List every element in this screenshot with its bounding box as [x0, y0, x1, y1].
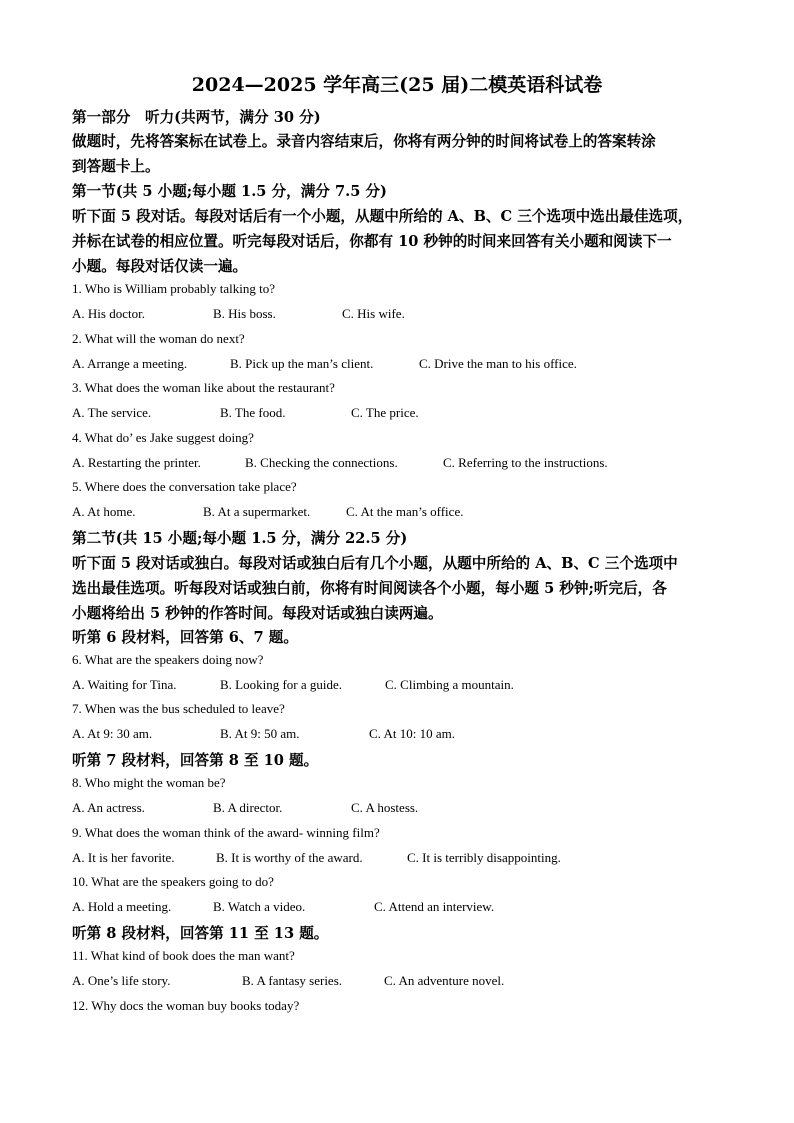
question-3: 3. What does the woman like about the restaurant? [72, 380, 335, 395]
question-10-option-a: A. Hold a meeting. [72, 899, 172, 914]
material-7-heading: 听第 7 段材料，回答第 8 至 10 题。 [72, 752, 319, 769]
part1-heading: 第一部分 听力(共两节，满分 30 分) [72, 109, 321, 126]
question-1: 1. Who is William probably talking to? [72, 281, 275, 296]
section2-instructions-line1: 听下面 5 段对话或独白。每段对话或独白后有几个小题，从题中所给的 A、B、C 三个选项中 [72, 555, 678, 572]
material-6-heading: 听第 6 段材料，回答第 6、7 题。 [72, 629, 298, 646]
question-3-option-b: B. The food. [220, 405, 286, 420]
question-7-option-b: B. At 9: 50 am. [220, 726, 300, 741]
section2-heading: 第二节(共 15 小题;每小题 1.5 分，满分 22.5 分) [72, 530, 408, 547]
question-6-option-a: A. Waiting for Tina. [72, 677, 177, 692]
question-11-option-a: A. One’s life story. [72, 973, 171, 988]
question-7: 7. When was the bus scheduled to leave? [72, 701, 285, 716]
question-4-option-a: A. Restarting the printer. [72, 455, 201, 470]
question-6-option-c: C. Climbing a mountain. [385, 677, 514, 692]
question-3-option-a: A. The service. [72, 405, 152, 420]
question-1-option-b: B. His boss. [213, 306, 276, 321]
question-1-option-c: C. His wife. [342, 306, 405, 321]
material-8-heading: 听第 8 段材料，回答第 11 至 13 题。 [72, 925, 329, 942]
section1-instructions-line2: 并标在试卷的相应位置。听完每段对话后，你都有 10 秒钟的时间来回答有关小题和阅读下一 [72, 233, 672, 250]
question-7-option-c: C. At 10: 10 am. [369, 726, 455, 741]
question-9-option-c: C. It is terribly disappointing. [407, 850, 561, 865]
question-7-option-a: A. At 9: 30 am. [72, 726, 153, 741]
question-5-option-c: C. At the man’s office. [346, 504, 464, 519]
question-2-option-b: B. Pick up the man’s client. [230, 356, 374, 371]
question-2: 2. What will the woman do next? [72, 331, 245, 346]
section1-instructions-line1: 听下面 5 段对话。每段对话后有一个小题，从题中所给的 A、B、C 三个选项中选出最佳选项， [72, 208, 693, 225]
question-10-option-c: C. Attend an interview. [374, 899, 495, 914]
question-12: 12. Why docs the woman buy books today? [72, 998, 300, 1013]
question-5: 5. Where does the conversation take place? [72, 479, 297, 494]
exam-title: 2024—2025 学年高三(25 届)二模英语科试卷 [191, 74, 603, 96]
question-8: 8. Who might the woman be? [72, 775, 226, 790]
question-4-option-b: B. Checking the connections. [245, 455, 398, 470]
question-6: 6. What are the speakers doing now? [72, 652, 264, 667]
question-5-option-b: B. At a supermarket. [203, 504, 311, 519]
question-4-option-c: C. Referring to the instructions. [443, 455, 608, 470]
question-10: 10. What are the speakers going to do? [72, 874, 274, 889]
question-9-option-b: B. It is worthy of the award. [216, 850, 363, 865]
intro-text-line1: 做题时，先将答案标在试卷上。录音内容结束后，你将有两分钟的时间将试卷上的答案转涂 [72, 133, 656, 150]
question-11: 11. What kind of book does the man want? [72, 948, 295, 963]
question-11-option-b: B. A fantasy series. [242, 973, 343, 988]
question-8-option-b: B. A director. [213, 800, 283, 815]
section1-instructions-line3: 小题。每段对话仅读一遍。 [72, 258, 248, 275]
question-8-option-c: C. A hostess. [351, 800, 419, 815]
section2-instructions-line3: 小题将给出 5 秒钟的作答时间。每段对话或独白读两遍。 [72, 605, 443, 622]
question-5-option-a: A. At home. [72, 504, 136, 519]
question-8-option-a: A. An actress. [72, 800, 145, 815]
question-1-option-a: A. His doctor. [72, 306, 145, 321]
intro-text-line2: 到答题卡上。 [72, 158, 160, 175]
question-6-option-b: B. Looking for a guide. [220, 677, 343, 692]
question-2-option-c: C. Drive the man to his office. [419, 356, 577, 371]
question-9-option-a: A. It is her favorite. [72, 850, 175, 865]
question-10-option-b: B. Watch a video. [213, 899, 306, 914]
question-3-option-c: C. The price. [351, 405, 419, 420]
section1-heading: 第一节(共 5 小题;每小题 1.5 分，满分 7.5 分) [72, 183, 387, 200]
question-9: 9. What does the woman think of the award- winning film? [72, 825, 380, 840]
section2-instructions-line2: 选出最佳选项。听每段对话或独白前，你将有时间阅读各个小题，每小题 5 秒钟;听完后，各 [72, 580, 667, 597]
question-11-option-c: C. An adventure novel. [384, 973, 505, 988]
question-2-option-a: A. Arrange a meeting. [72, 356, 188, 371]
question-4: 4. What do’ es Jake suggest doing? [72, 430, 254, 445]
